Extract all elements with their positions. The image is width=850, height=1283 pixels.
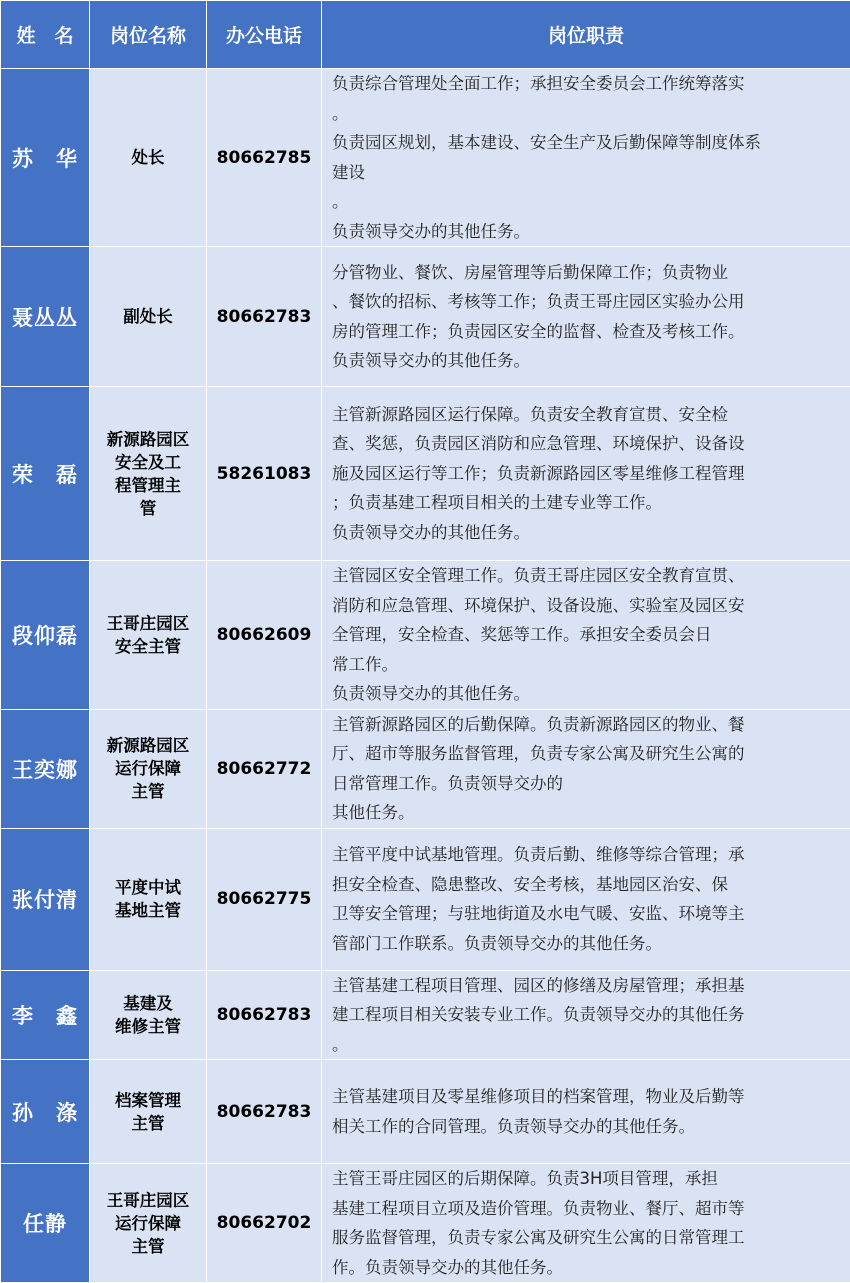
staff-name: 王奕娜 <box>1 709 90 828</box>
duty-paragraph: 分管物业、餐饮、房屋管理等后勤保障工作；负责物业 、餐饮的招标、考核等工作；负责王哥庄园区实验办公用 房的管理工作；负责园区安全的监督、检查及考核工作。 <box>332 258 842 347</box>
duty-paragraph: 主管基建工程项目管理、园区的修缮及房屋管理；承担基 建工程项目相关安装专业工作。负责领导交办的其他任务 。 <box>332 971 842 1060</box>
duty-description <box>322 828 850 970</box>
duty-description <box>322 1060 850 1164</box>
duty-paragraph: 负责领导交办的其他任务。 <box>332 679 842 709</box>
position-title: 副处长 <box>90 247 207 387</box>
duty-description <box>322 247 850 387</box>
duty-description <box>322 970 850 1060</box>
table-row <box>1 1060 850 1164</box>
office-phone: 80662783 <box>207 247 322 387</box>
table-row <box>1 247 850 387</box>
staff-name: 张付清 <box>1 828 90 970</box>
duty-description <box>322 561 850 710</box>
position-title: 王哥庄园区 运行保障 主管 <box>90 1164 207 1283</box>
duty-paragraph: 主管基建项目及零星维修项目的档案管理，物业及后勤等 相关工作的合同管理。负责领导交办的其他任务。 <box>332 1082 842 1141</box>
duty-paragraph: 负责领导交办的其他任务。 <box>332 518 842 548</box>
position-title: 新源路园区 运行保障 主管 <box>90 709 207 828</box>
duty-paragraph: 负责领导交办的其他任务。 <box>332 346 842 376</box>
duty-description <box>322 387 850 561</box>
staff-name: 段仰磊 <box>1 561 90 710</box>
office-phone: 80662609 <box>207 561 322 710</box>
position-title: 基建及 维修主管 <box>90 970 207 1060</box>
header-position: 岗位名称 <box>90 1 207 69</box>
position-title: 平度中试 基地主管 <box>90 828 207 970</box>
table-header-row <box>1 1 850 69</box>
header-name: 姓 名 <box>1 1 90 69</box>
office-phone: 80662783 <box>207 970 322 1060</box>
duty-paragraph: 负责园区规划，基本建设、安全生产及后勤保障等制度体系 建设 。 <box>332 128 842 217</box>
staff-name: 任静 <box>1 1164 90 1283</box>
duty-description <box>322 69 850 247</box>
position-title: 档案管理 主管 <box>90 1060 207 1164</box>
duty-paragraph: 主管新源路园区的后勤保障。负责新源路园区的物业、餐 厅、超市等服务监督管理，负责专家公寓及研究生公寓的 日常管理工作。负责领导交办的 其他任务。 <box>332 710 842 828</box>
staff-name: 苏 华 <box>1 69 90 247</box>
table-row <box>1 828 850 970</box>
position-title: 处长 <box>90 69 207 247</box>
office-phone: 80662772 <box>207 709 322 828</box>
table-row <box>1 1164 850 1283</box>
table-row <box>1 69 850 247</box>
header-phone: 办公电话 <box>207 1 322 69</box>
office-phone: 80662785 <box>207 69 322 247</box>
staff-name: 孙 涤 <box>1 1060 90 1164</box>
position-title: 新源路园区 安全及工 程管理主 管 <box>90 387 207 561</box>
duty-paragraph: 主管王哥庄园区的后期保障。负责3H项目管理，承担 基建工程项目立项及造价管理。负责物业、餐厅、超市等 服务监督管理，负责专家公寓及研究生公寓的日常管理工 作。负责领导交办的其他任务。 <box>332 1164 842 1282</box>
duty-paragraph: 主管新源路园区运行保障。负责安全教育宣贯、安全检 查、奖惩，负责园区消防和应急管理、环境保护、设备设 施及园区运行等工作；负责新源路园区零星维修工程管理 ；负责基建工程项目相关的土建专业等工作。 <box>332 400 842 518</box>
office-phone: 58261083 <box>207 387 322 561</box>
duty-paragraph: 主管园区安全管理工作。负责王哥庄园区安全教育宣贯、 消防和应急管理、环境保护、设备设施、实验室及园区安 全管理，安全检查、奖惩等工作。承担安全委员会日 常工作。 <box>332 561 842 679</box>
staff-name: 荣 磊 <box>1 387 90 561</box>
table-row <box>1 387 850 561</box>
header-duty: 岗位职责 <box>322 1 850 69</box>
table-row <box>1 970 850 1060</box>
table-row <box>1 709 850 828</box>
duty-description <box>322 1164 850 1283</box>
office-phone: 80662702 <box>207 1164 322 1283</box>
duty-paragraph: 负责综合管理处全面工作；承担安全委员会工作统筹落实 。 <box>332 69 842 128</box>
staff-name: 李 鑫 <box>1 970 90 1060</box>
table-body <box>1 69 850 1283</box>
duty-description <box>322 709 850 828</box>
duty-paragraph: 负责领导交办的其他任务。 <box>332 217 842 247</box>
duty-paragraph: 主管平度中试基地管理。负责后勤、维修等综合管理；承 担安全检查、隐患整改、安全考核，基地园区治安、保 卫等安全管理；与驻地街道及水电气暖、安监、环境等主 管部门工作联系。负责领导交办的其他任务。 <box>332 840 842 958</box>
position-title: 王哥庄园区 安全主管 <box>90 561 207 710</box>
office-phone: 80662783 <box>207 1060 322 1164</box>
table-row <box>1 561 850 710</box>
office-phone: 80662775 <box>207 828 322 970</box>
staff-name: 聂丛丛 <box>1 247 90 387</box>
